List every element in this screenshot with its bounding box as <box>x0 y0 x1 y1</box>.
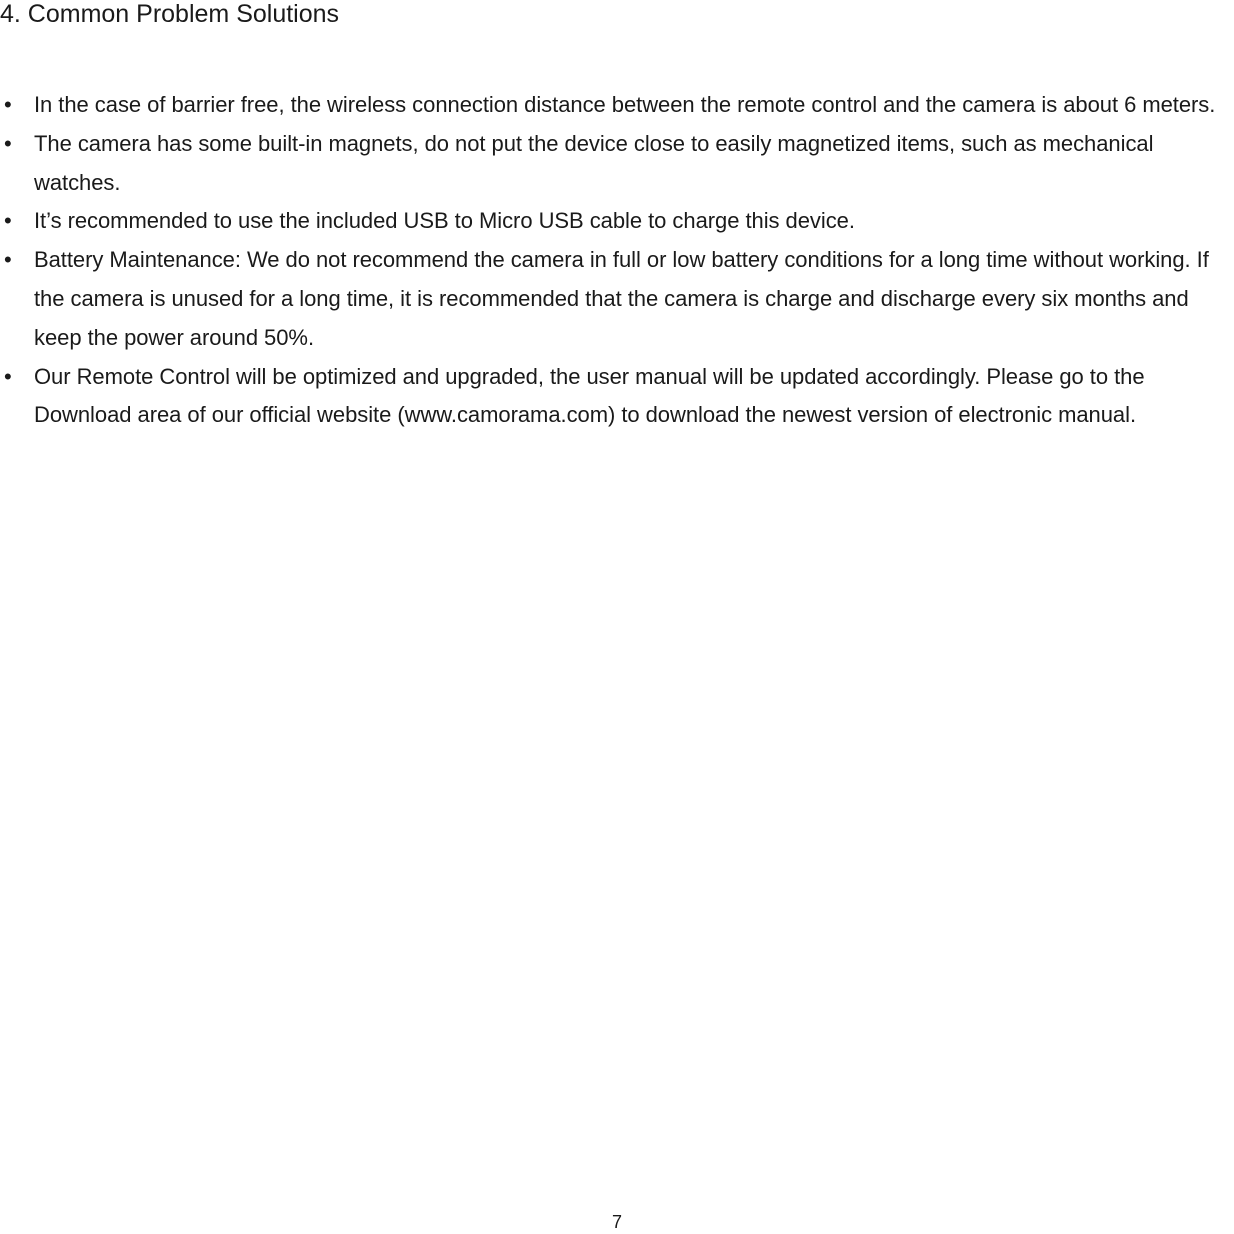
solutions-list <box>0 86 1234 435</box>
list-item <box>0 241 1234 357</box>
page-title: 4. Common Problem Solutions <box>0 0 340 28</box>
list-item-text: It’s recommended to use the included USB to Micro USB cable to charge this device. <box>34 208 855 234</box>
bullet-icon: • <box>4 247 12 273</box>
bullet-icon: • <box>4 363 12 389</box>
list-item <box>0 358 1234 436</box>
list-item-text: The camera has some built-in magnets, do not put the device close to easily magnetized items, such as mechanical watches. <box>34 130 1154 195</box>
bullet-icon: • <box>4 92 12 117</box>
bullet-icon: • <box>4 208 12 234</box>
list-item-text: Battery Maintenance: We do not recommend the camera in full or low battery conditions for a long time without working. If the camera is unused for a long time, it is recommended that the camera is charge and discharge every six months and keep the power around 50%. <box>34 247 1209 350</box>
list-item <box>0 202 1234 241</box>
list-item-text: In the case of barrier free, the wireless connection distance between the remote control and the camera is about 6 meters. <box>34 92 1216 117</box>
list-item <box>0 125 1234 203</box>
bullet-icon: • <box>4 130 12 156</box>
list-item-text: Our Remote Control will be optimized and upgraded, the user manual will be updated accordingly. Please go to the Download area of our official website (www.camorama.com) to download the newest version of electronic manual. <box>34 363 1145 428</box>
page-number: 7 <box>611 1212 622 1232</box>
list-item <box>0 86 1234 125</box>
